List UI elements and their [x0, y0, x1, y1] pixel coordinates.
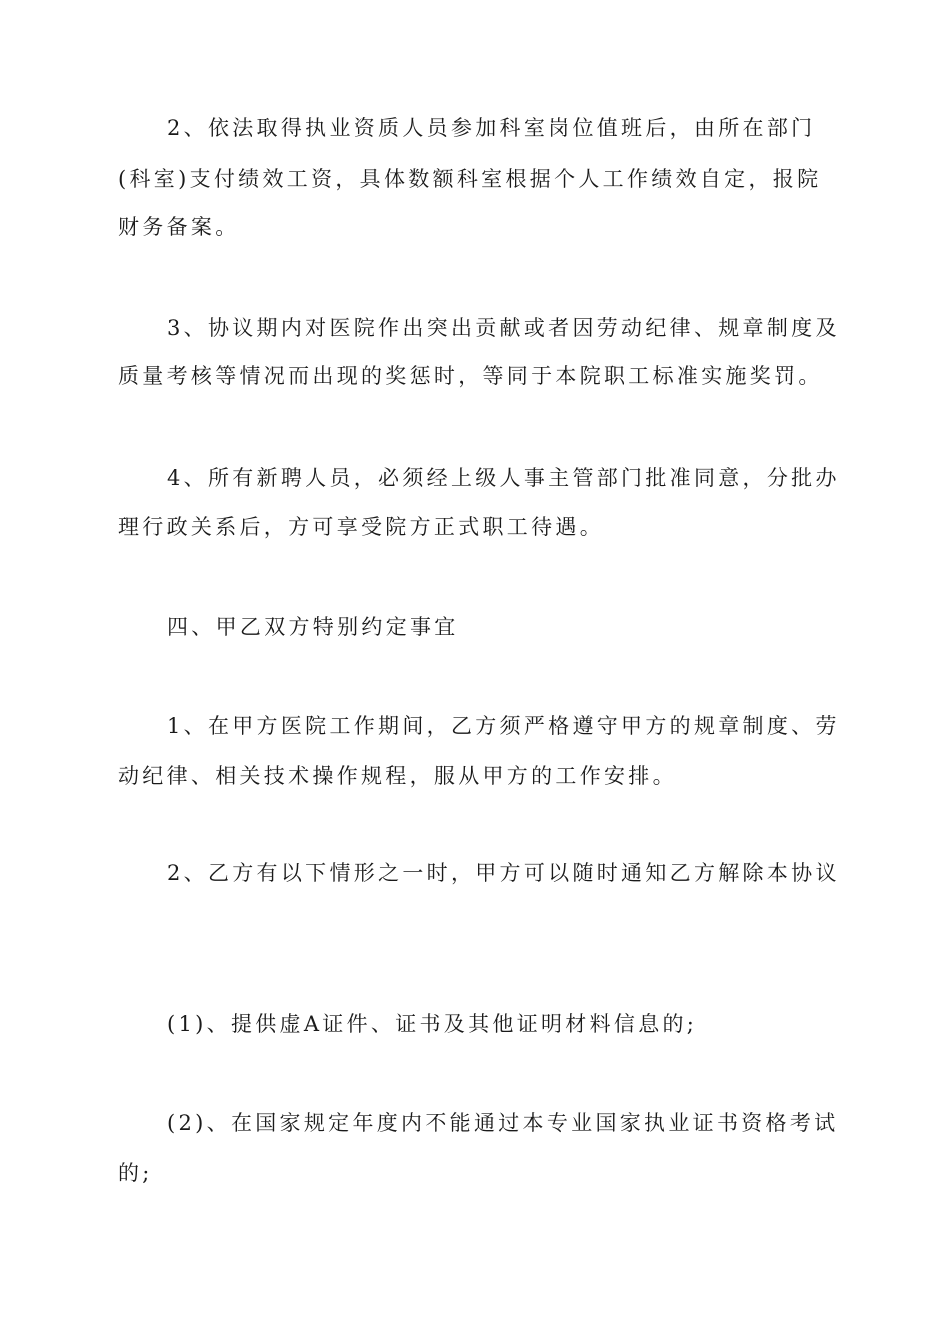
paragraph-line: 质量考核等情况而出现的奖惩时，等同于本院职工标准实施奖罚。 [118, 364, 823, 388]
section-heading: 四、甲乙双方特别约定事宜 [167, 615, 459, 639]
paragraph-line: (科室)支付绩效工资，具体数额科室根据个人工作绩效自定，报院 [118, 167, 822, 191]
list-item: (1)、提供虚A证件、证书及其他证明材料信息的; [167, 1012, 698, 1036]
paragraph-line: 2、乙方有以下情形之一时，甲方可以随时通知乙方解除本协议 [167, 861, 840, 885]
paragraph-line: 动纪律、相关技术操作规程，服从甲方的工作安排。 [118, 764, 677, 788]
paragraph-line: 1、在甲方医院工作期间，乙方须严格遵守甲方的规章制度、劳 [167, 714, 840, 738]
paragraph-line: 的; [118, 1161, 153, 1185]
paragraph-line: 2、依法取得执业资质人员参加科室岗位值班后，由所在部门 [167, 116, 816, 140]
paragraph-line: 财务备案。 [118, 215, 240, 239]
list-item: (2)、在国家规定年度内不能通过本专业国家执业证书资格考试 [167, 1111, 839, 1135]
paragraph-line: 理行政关系后，方可享受院方正式职工待遇。 [118, 515, 604, 539]
paragraph-line: 3、协议期内对医院作出突出贡献或者因劳动纪律、规章制度及 [167, 316, 840, 340]
paragraph-line: 4、所有新聘人员，必须经上级人事主管部门批准同意，分批办 [167, 466, 840, 490]
